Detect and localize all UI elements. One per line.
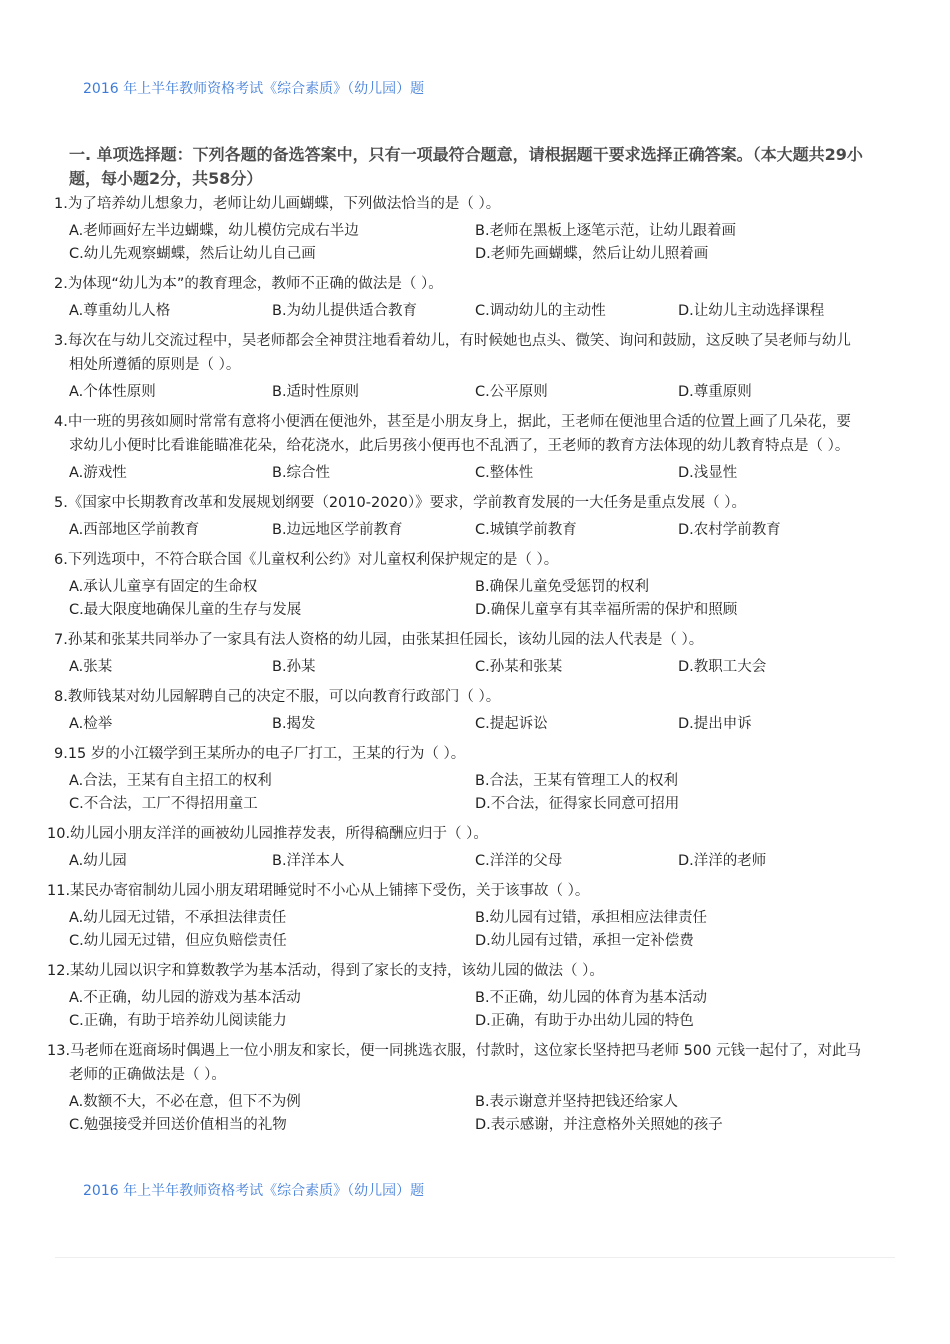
question-6 xyxy=(0,548,950,622)
option-c: C.调动幼儿的主动性 xyxy=(475,303,606,319)
option-d: D.提出申诉 xyxy=(678,716,752,732)
option-a: A.检举 xyxy=(69,716,113,732)
option-b: B.揭发 xyxy=(272,716,316,732)
option-c: C.最大限度地确保儿童的生存与发展 xyxy=(69,602,302,618)
question-stem: 9.15 岁的小江辍学到王某所办的电子厂打工，王某的行为（ ）。 xyxy=(54,746,466,762)
option-a: A.个体性原则 xyxy=(69,384,156,400)
option-b: B.洋洋本人 xyxy=(272,853,345,869)
option-c: C.幼儿园无过错，但应负赔偿责任 xyxy=(69,933,287,949)
option-b: B.边远地区学前教育 xyxy=(272,522,403,538)
question-12 xyxy=(0,959,950,1033)
question-stem: 12.某幼儿园以识字和算数教学为基本活动，得到了家长的支持，该幼儿园的做法（ ）。 xyxy=(47,963,604,979)
option-a: A.承认儿童享有固定的生命权 xyxy=(69,579,258,595)
option-group xyxy=(0,220,889,266)
option-group xyxy=(0,1091,889,1137)
option-group xyxy=(0,713,889,736)
option-d: D.尊重原则 xyxy=(678,384,752,400)
question-stem: 7.孙某和张某共同举办了一家具有法人资格的幼儿园，由张某担任园长，该幼儿园的法人代表是（ ）。 xyxy=(54,632,704,648)
question-3 xyxy=(0,329,950,404)
option-b: B.合法，王某有管理工人的权利 xyxy=(475,773,679,789)
option-b: B.确保儿童免受惩罚的权利 xyxy=(475,579,650,595)
question-2 xyxy=(0,272,950,323)
question-stem: 5.《国家中长期教育改革和发展规划纲要（2010-2020）》要求，学前教育发展的一大任务是重点发展（ ）。 xyxy=(54,495,746,511)
option-a: A.老师画好左半边蝴蝶，幼儿模仿完成右半边 xyxy=(69,223,359,239)
option-group xyxy=(0,300,889,323)
option-c: C.幼儿先观察蝴蝶，然后让幼儿自己画 xyxy=(69,246,316,262)
option-b: B.综合性 xyxy=(272,465,331,481)
question-4 xyxy=(0,410,950,485)
option-c: C.勉强接受并回送价值相当的礼物 xyxy=(69,1117,287,1133)
option-c: C.城镇学前教育 xyxy=(475,522,577,538)
option-group xyxy=(0,907,889,953)
question-11 xyxy=(0,879,950,953)
page-header-title: 2016 年上半年教师资格考试《综合素质》（幼儿园）题 xyxy=(83,81,425,97)
option-group xyxy=(0,576,889,622)
option-d: D.正确，有助于办出幼儿园的特色 xyxy=(475,1013,694,1029)
option-a: A.幼儿园无过错，不承担法律责任 xyxy=(69,910,287,926)
option-group xyxy=(0,381,889,404)
option-b: B.表示谢意并坚持把钱还给家人 xyxy=(475,1094,679,1110)
question-stem: 2.为体现“幼儿为本”的教育理念，教师不正确的做法是（ ）。 xyxy=(54,276,443,292)
option-d: D.教职工大会 xyxy=(678,659,767,675)
section-heading: 一. 单项选择题：下列各题的备选答案中，只有一项最符合题意，请根据题干要求选择正确答案。（本大题共29小题，每小题2分，共58分） xyxy=(69,145,863,188)
question-10 xyxy=(0,822,950,873)
option-a: A.张某 xyxy=(69,659,113,675)
option-d: D.确保儿童享有其幸福所需的保护和照顾 xyxy=(475,602,738,618)
question-stem: 10.幼儿园小朋友洋洋的画被幼儿园推荐发表，所得稿酬应归于（ ）。 xyxy=(47,826,488,842)
question-7 xyxy=(0,628,950,679)
option-c: C.提起诉讼 xyxy=(475,716,548,732)
option-group xyxy=(0,462,889,485)
option-c: C.整体性 xyxy=(475,465,534,481)
footer-divider xyxy=(55,1257,895,1258)
question-1 xyxy=(0,192,950,266)
question-8 xyxy=(0,685,950,736)
option-c: C.不合法，工厂不得招用童工 xyxy=(69,796,258,812)
question-stem: 3.每次在与幼儿交流过程中，吴老师都会全神贯注地看着幼儿，有时候她也点头、微笑、询问和鼓励，这反映了吴老师与幼儿相处所遵循的原则是（ ）。 xyxy=(54,333,851,373)
question-stem: 1.为了培养幼儿想象力，老师让幼儿画蝴蝶，下列做法恰当的是（ ）。 xyxy=(54,196,501,212)
option-group xyxy=(0,770,889,816)
option-b: B.孙某 xyxy=(272,659,316,675)
option-group xyxy=(0,987,889,1033)
question-stem: 4.中一班的男孩如厕时常常有意将小便洒在便池外，甚至是小朋友身上，据此，王老师在便池里合适的位置上画了几朵花，要求幼儿小便时比看谁能瞄准花朵，给花浇水，此后男孩小便再也不乱洒了，王老师的教育方法体现的幼儿教育特点是（ ）。 xyxy=(54,414,851,454)
option-b: B.不正确，幼儿园的体育为基本活动 xyxy=(475,990,708,1006)
question-5 xyxy=(0,491,950,542)
option-d: D.浅显性 xyxy=(678,465,738,481)
option-a: A.西部地区学前教育 xyxy=(69,522,200,538)
option-c: C.公平原则 xyxy=(475,384,548,400)
option-a: A.不正确，幼儿园的游戏为基本活动 xyxy=(69,990,301,1006)
question-9 xyxy=(0,742,950,816)
question-stem: 11.某民办寄宿制幼儿园小朋友珺珺睡觉时不小心从上铺摔下受伤，关于该事故（ ）。 xyxy=(47,883,590,899)
option-a: A.数额不大，不必在意，但下不为例 xyxy=(69,1094,301,1110)
question-13 xyxy=(0,1039,950,1137)
option-b: B.幼儿园有过错，承担相应法律责任 xyxy=(475,910,708,926)
question-list xyxy=(0,192,950,1143)
page-footer-title: 2016 年上半年教师资格考试《综合素质》（幼儿园）题 xyxy=(83,1183,425,1199)
option-d: D.农村学前教育 xyxy=(678,522,781,538)
option-c: C.正确，有助于培养幼儿阅读能力 xyxy=(69,1013,287,1029)
option-c: C.洋洋的父母 xyxy=(475,853,563,869)
option-group xyxy=(0,519,889,542)
option-c: C.孙某和张某 xyxy=(475,659,563,675)
option-d: D.表示感谢，并注意格外关照她的孩子 xyxy=(475,1117,723,1133)
question-stem: 13.马老师在逛商场时偶遇上一位小朋友和家长，便一同挑选衣服，付款时，这位家长坚持把马老师 500 元钱一起付了，对此马老师的正确做法是（ ）。 xyxy=(47,1043,861,1083)
option-d: D.洋洋的老师 xyxy=(678,853,767,869)
question-stem: 8.教师钱某对幼儿园解聘自己的决定不服，可以向教育行政部门（ ）。 xyxy=(54,689,501,705)
option-b: B.适时性原则 xyxy=(272,384,360,400)
option-a: A.合法，王某有自主招工的权利 xyxy=(69,773,272,789)
option-a: A.幼儿园 xyxy=(69,853,127,869)
option-b: B.为幼儿提供适合教育 xyxy=(272,303,418,319)
option-group xyxy=(0,850,889,873)
question-stem: 6.下列选项中，不符合联合国《儿童权利公约》对儿童权利保护规定的是（ ）。 xyxy=(54,552,559,568)
option-d: D.幼儿园有过错，承担一定补偿费 xyxy=(475,933,694,949)
option-d: D.让幼儿主动选择课程 xyxy=(678,303,825,319)
option-d: D.不合法，征得家长同意可招用 xyxy=(475,796,680,812)
option-a: A.尊重幼儿人格 xyxy=(69,303,171,319)
option-a: A.游戏性 xyxy=(69,465,127,481)
option-b: B.老师在黑板上逐笔示范，让幼儿跟着画 xyxy=(475,223,737,239)
option-d: D.老师先画蝴蝶，然后让幼儿照着画 xyxy=(475,246,709,262)
option-group xyxy=(0,656,889,679)
